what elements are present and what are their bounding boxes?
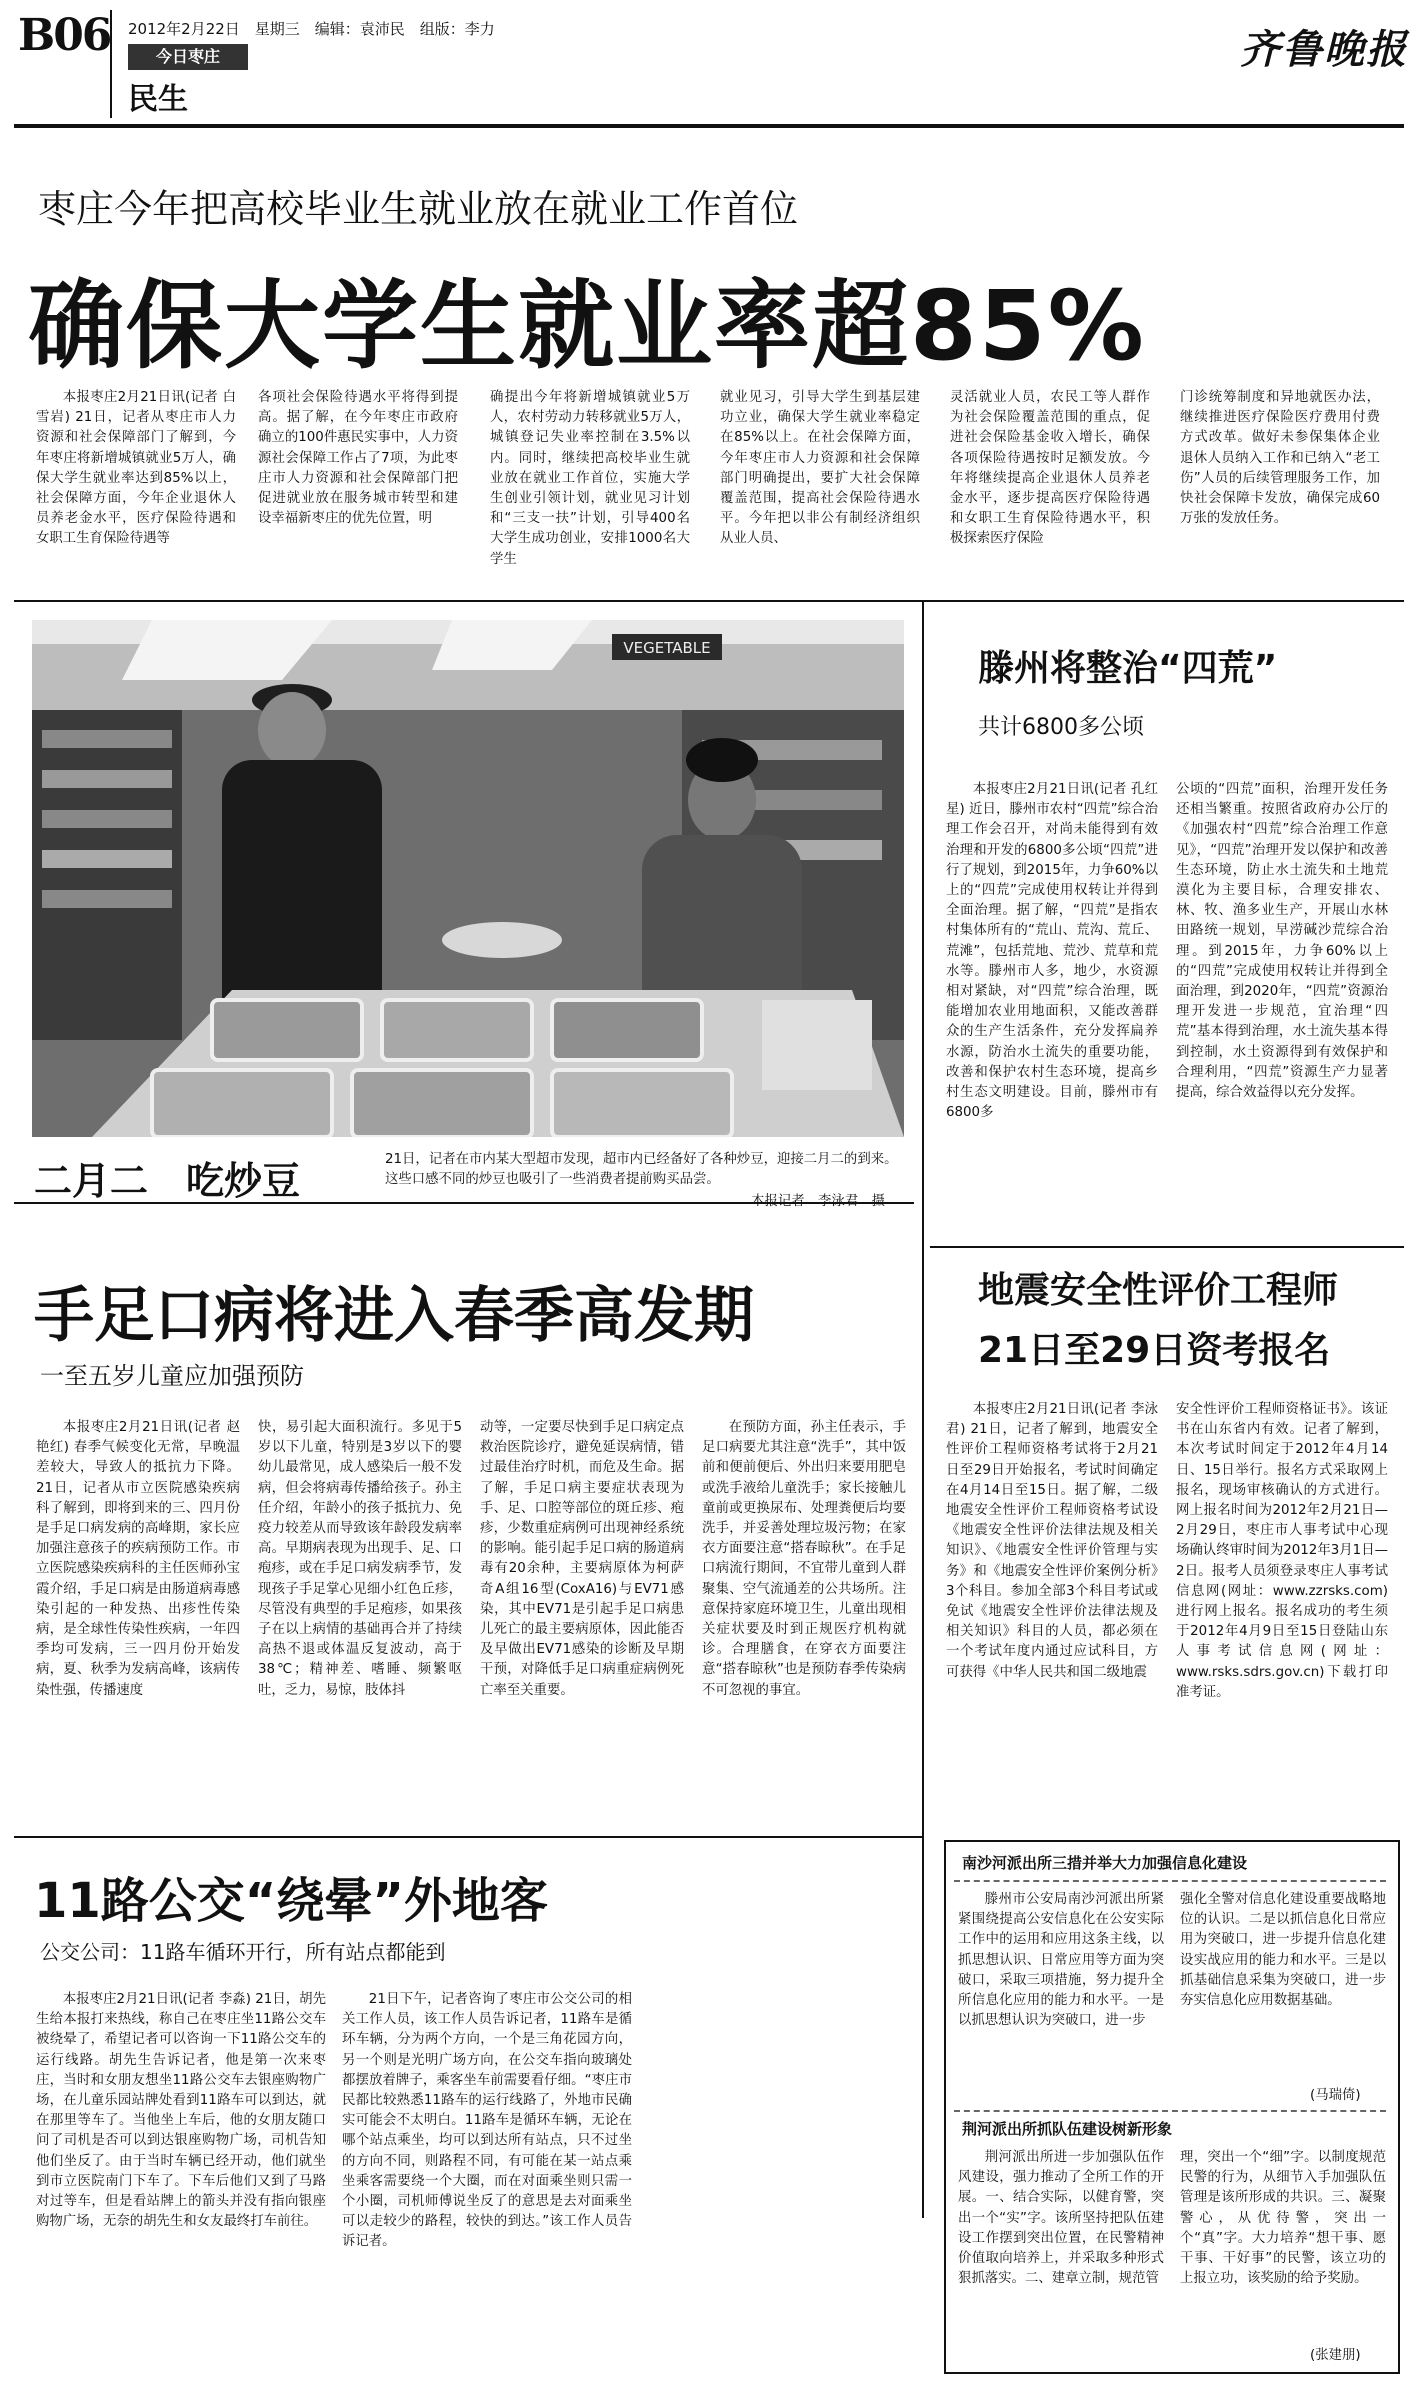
article3-col-4: 在预防方面，孙主任表示，手足口病要尤其注意“洗手”，其中饭前和便前便后、外出归来要用肥皂或洗手液给儿童洗手；家长接触儿童前或更换尿布、处理粪便后均要洗手，并妥善处理垃圾污物；在家衣方面要注意“搭春晾秋”。在手足口病流行期间，不宜带儿童到人群聚集、空气流通差的公共场所。注意保持家庭环境卫生，儿童出现相关症状要及时到正规医疗机构就诊。合理膳食，在穿衣方面要注意“搭春晾秋”也是预防春季传染病不可忽视的事宜。: [702, 1420, 906, 1698]
article2-col-1: 本报枣庄2月21日讯(记者 孔红星) 近日，滕州市农村“四荒”综合治理工作会召开，对尚未能得到有效治理和开发的6800多公顷“四荒”进行了规划，到2015年，力争60%以上的“四荒”完成使用权转让并得到全面治理。据了解，“四荒”是指农村集体所有的“荒山、荒沟、荒丘、荒滩”，包括荒地、荒沙、荒草和荒水等。滕州市人多，地少，水资源相对紧缺，对“四荒”综合治理，既能增加农业用地面积，又能改善群众的生产生活条件，充分发挥扁养水源，防治水土流失的重要功能，改善和保护农村生态环境，提高乡村生态文明建设。目前，滕州市有6800多: [946, 782, 1158, 1121]
article6-col-2: 强化全警对信息化建设重要战略地位的认识。二是以抓信息化日常应用为突破口，进一步提升信息化建设实战应用的能力和水平。三是以抓基础信息采集为突破口，进一步夯实信息化应用数据基础。: [1180, 1892, 1386, 2009]
article1-col-1: 本报枣庄2月21日讯(记者 白雪岩) 21日，记者从枣庄市人力资源和社会保障部门了解到，今年枣庄将新增城镇就业5万人，确保大学生就业率达到85%以上，社会保障方面，今年企业退休人员养老金水平，医疗保险待遇和女职工生育保险待遇等: [36, 390, 236, 547]
article1-kicker: 枣庄今年把高校毕业生就业放在就业工作首位: [38, 187, 799, 231]
article2-col-2: 公顷的“四荒”面积，治理开发任务还相当繁重。按照省政府办公厅的《加强农村“四荒”综合治理工作意见》，“四荒”治理开发以保护和改善生态环境，防止水土流失和土地荒漠化为主要目标，合理安排农、林、牧、渔多业生产，开展山水林田路统一规划，早涝碱沙荒综合治理。到2015年，力争60%以上的“四荒”完成使用权转让并得到全面治理，到2020年，“四荒”资源治理开发进一步规范，宜治理“四荒”基本得到治理，水土流失基本得到控制，水土资源得到有效保护和合理利用，“四荒”资源生产力显著提高，综合效益得以充分发挥。: [1176, 782, 1388, 1101]
paper-logo: 齐鲁晚报: [1240, 26, 1408, 73]
section-tag: 今日枣庄: [128, 44, 248, 70]
news-photo: [32, 620, 904, 1137]
article1-col-5: 灵活就业人员，农民工等人群作为社会保险覆盖范围的重点，促进社会保险基金收入增长，确保各项保险待遇按时足额发放。今年将继续提高企业退休人员养老金水平，逐步提高医疗保险待遇和女职工生育保险待遇水平，积极探索医疗保险: [950, 390, 1150, 547]
article6-headline: 南沙河派出所三措并举大力加强信息化建设: [962, 1854, 1248, 1872]
date-line: 2012年2月22日 星期三 编辑：袁沛民 组版：李力: [128, 20, 495, 38]
article4-headline-line1: 地震安全性评价工程师: [978, 1270, 1339, 1311]
article6-byline: (马瑞倚): [1310, 2088, 1361, 2103]
article3-col-2: 快，易引起大面积流行。多见于5岁以下儿童，特别是3岁以下的婴幼儿最常见，成人感染后一般不发病，但会将病毒传播给孩子。孙主任介绍，年龄小的孩子抵抗力、免疫力较差从而导致该年龄段发病率高。早期病表现为出现手、足、口疱疹，或在手足口病发病季节，发现孩子手足掌心见细小红色丘疹，尽管没有典型的手足疱疹，如果孩子在以上病情的基础再合并了持续高热不退或体温反复波动，高于38℃；精神差、嗜睡、频繁呕吐，乏力，易惊，肢体抖: [258, 1420, 462, 1698]
article1-col-3: 确提出今年将新增城镇就业5万人，农村劳动力转移就业5万人，城镇登记失业率控制在3.5%以内。同时，继续把高校毕业生就业放在就业工作首位，实施大学生创业引领计划，就业见习计划和“三支一扶”计划，引导400名大学生成功创业，安排1000名大学生: [490, 390, 690, 567]
article4-col-1: 本报枣庄2月21日讯(记者 李泳君) 21日，记者了解到，地震安全性评价工程师资格考试将于2月21日至29日开始报名，考试时间确定在4月14日至15日。据了解，二级地震安全性评价工程师资格考试设《地震安全性评价法律法规及相关知识》、《地震安全性评价管理与实务》和《地震安全性评价案例分析》3个科目。参加全部3个科目考试或免试《地震安全性评价法律法规及相关知识》科目的人员，都必须在一个考试年度内通过应试科目，方可获得《中华人民共和国二级地震: [946, 1402, 1158, 1680]
article3-col-3: 动等，一定要尽快到手足口病定点救治医院诊疗，避免延误病情，错过最佳治疗时机，而危及生命。据了解，手足口病主要症状表现为手、足、口腔等部位的斑丘疹、疱疹，少数重症病例可出现神经系统的影响。能引起手足口病的肠道病毒有20余种，主要病原体为柯萨奇A组16型(CoxA16)与EV71感染，其中EV71是引起手足口病患儿死亡的最主要病原体，因此能否及早做出EV71感染的诊断及早期干预，对降低手足口病重症病例死亡率至关重要。: [480, 1420, 684, 1698]
photo-credit: 本报记者 李泳君 摄: [751, 1194, 885, 1209]
section-name: 民生: [128, 82, 188, 117]
article1-col-2: 各项社会保险待遇水平将得到提高。据了解，在今年枣庄市政府确立的100件惠民实事中，人力资源社会保障工作占了7项，为此枣庄市人力资源和社会保障部门把促进就业放在服务城市转型和建设幸福新枣庄的优先位置，明: [258, 390, 458, 527]
article5-headline: 11路公交“绕晕”外地客: [34, 1873, 548, 1929]
article7-byline: (张建朋): [1310, 2348, 1361, 2363]
article5-subhead: 公交公司：11路车循环开行，所有站点都能到: [40, 1940, 446, 1964]
article2-subhead: 共计6800多公顷: [978, 715, 1144, 740]
article1-col-6: 门诊统筹制度和异地就医办法，继续推进医疗保险医疗费用付费方式改革。做好未参保集体企业退休人员纳入工作和已纳入“老工伤”人员的后续管理服务工作，加快社会保障卡发放，确保完成60万张的发放任务。: [1180, 390, 1380, 527]
article1-col-4: 就业见习，引导大学生到基层建功立业，确保大学生就业率稳定在85%以上。在社会保障方面，今年枣庄市人力资源和社会保障部门明确提出，要扩大社会保障覆盖范围，提高社会保险待遇水平。今年把以非公有制经济组织从业人员、: [720, 390, 920, 547]
store-sign-text: VEGETABLE: [623, 639, 711, 657]
page-number: B06: [18, 10, 111, 61]
article3-subhead: 一至五岁儿童应加强预防: [40, 1362, 304, 1390]
article7-headline: 荆河派出所抓队伍建设树新形象: [962, 2120, 1173, 2138]
article3-headline: 手足口病将进入春季高发期: [34, 1281, 754, 1351]
article3-col-1: 本报枣庄2月21日讯(记者 赵艳红) 春季气候变化无常，早晚温差较大，导致人的抵抗力下降。21日，记者从市立医院感染疾病科了解到，即将到来的三、四月份是手足口病发病的高峰期，家长应加强注意孩子的疾病预防工作。市立医院感染疾病科的主任医师孙宝霞介绍，手足口病是由肠道病毒感染引起的一种发热、出疹性传染病，是全球性传染性疾病，一年四季均可发病，三一四月份开始发病，夏、秋季为发病高峰，该病传染性强，传播速度: [36, 1420, 240, 1698]
article5-col-1: 本报枣庄2月21日讯(记者 李淼) 21日，胡先生给本报打来热线，称自己在枣庄坐11路公交车被绕晕了，希望记者可以咨询一下11路公交车的运行线路。胡先生告诉记者，他是第一次来枣庄，当时和女朋友想坐11路公交车去银座购物广场，在儿童乐园站牌处看到11路车可以到达，就在那里等车了。当他坐上车后，他的女朋友随口问了司机是否可以到达银座购物广场，司机告知他们坐反了。由于当时车辆已经开动，他们就坐到市立医院南门下车了。下车后他们又到了马路对过等车，但是看站牌上的箭头并没有指向银座购物广场，无奈的胡先生和女友最终打车前往。: [36, 1992, 326, 2230]
article7-col-1: 荆河派出所进一步加强队伍作风建设，强力推动了全所工作的开展。一、结合实际，以健育警，突出一个“实”字。该所坚持把队伍建设工作摆到突出位置，在民警精神价值取向培养上，并采取多种形式狠抓落实。二、建章立制，规范管: [958, 2150, 1164, 2287]
article4-headline-line2: 21日至29日资考报名: [978, 1330, 1331, 1371]
article6-col-1: 滕州市公安局南沙河派出所紧紧围绕提高公安信息化在公安实际工作中的运用和应用这条主线，以抓思想认识、日常应用等方面为突破口，采取三项措施，努力提升全所信息化应用的能力和水平。一是以抓思想认识为突破口，进一步: [958, 1892, 1164, 2029]
photo-caption-text: 21日，记者在市内某大型超市发现，超市内已经备好了各种炒豆，迎接二月二的到来。这些口感不同的炒豆也吸引了一些消费者提前购买品尝。: [385, 1152, 898, 1187]
article4-col-2: 安全性评价工程师资格证书》。该证书在山东省内有效。记者了解到，本次考试时间定于2012年4月14日、15日举行。报名方式采取网上报名，现场审核确认的方式进行。网上报名时间为2012年2月21日—2月29日，枣庄市人事考试中心现场确认终审时间为2012年3月1日—2日。报考人员须登录枣庄人事考试信息网(网址：www.zzrsks.com)进行网上报名。报名成功的考生须于2012年4月9日至15日登陆山东人事考试信息网(网址：www.rsks.sdrs.gov.cn)下载打印准考证。: [1176, 1402, 1388, 1700]
article5-col-2: 21日下午，记者咨询了枣庄市公交公司的相关工作人员，该工作人员告诉记者，11路车是循环车辆，分为两个方向，一个是三角花园方向，另一个则是光明广场方向，在公交车指向玻璃处都摆放着牌子，乘客坐车前需要看仔细。“枣庄市民都比较熟悉11路车的运行线路了，外地市民确实可能会不太明白。11路车是循环车辆，无论在哪个站点乘坐，均可以到达所有站点，只不过坐的方向不同，则路程不同，有可能在某一站点乘坐乘客需要绕一个大圈，而在对面乘坐则只需一个小圈，司机师傅说坐反了的意思是去对面乘坐可以走较少的路程，较快的到达。”该工作人员告诉记者。: [342, 1992, 632, 2250]
photo-title: 二月二 吃炒豆: [34, 1159, 301, 1203]
article2-headline: 滕州将整治“四荒”: [978, 648, 1278, 689]
article7-col-2: 理，突出一个“细”字。以制度规范民警的行为，从细节入手加强队伍管理是该所形成的共识。三、凝聚警心，从优待警，突出一个“真”字。大力培养“想干事、愿干事、干好事”的民警，该立功的上报立功，该奖励的给予奖励。: [1180, 2150, 1386, 2287]
article1-headline: 确保大学生就业率超85%: [28, 270, 1146, 382]
